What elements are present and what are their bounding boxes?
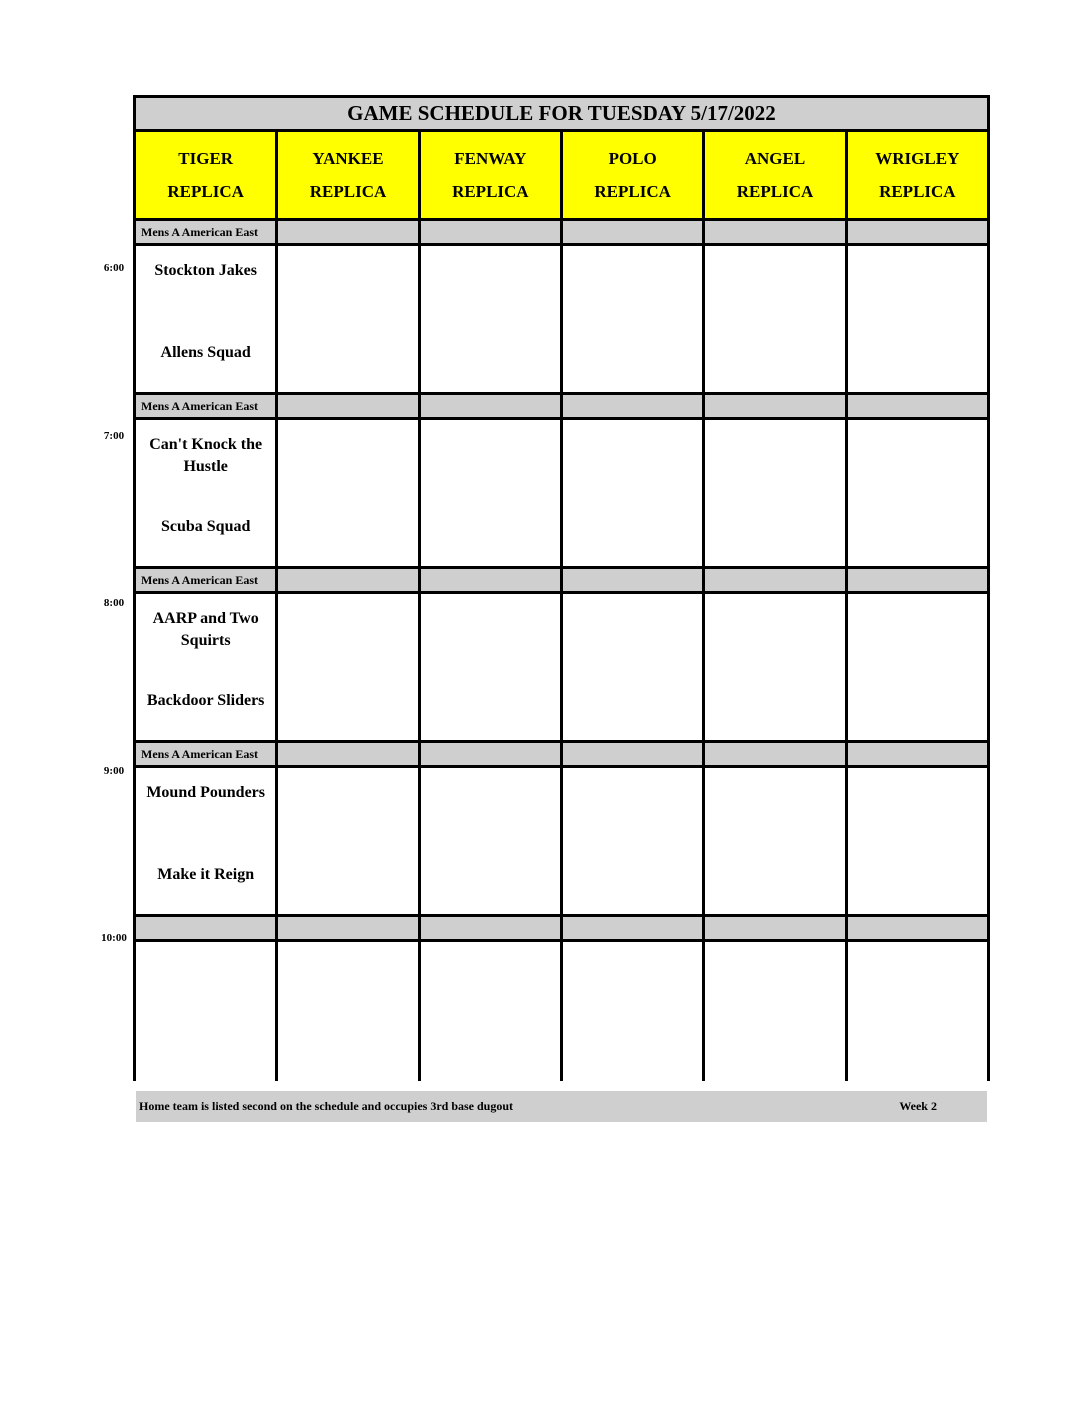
division-label — [848, 221, 987, 243]
away-team: Stockton Jakes — [154, 262, 257, 279]
field-subtitle: REPLICA — [736, 182, 814, 201]
home-team: Backdoor Sliders — [146, 692, 265, 709]
field-subtitle: REPLICA — [309, 182, 387, 201]
division-label — [278, 569, 417, 591]
game-cell — [136, 942, 275, 1088]
division-label — [421, 917, 560, 939]
division-label: Mens A American East — [136, 221, 275, 243]
game-cell — [278, 420, 417, 566]
game-cell — [563, 246, 702, 392]
division-label — [421, 395, 560, 417]
game-cell — [278, 942, 417, 1088]
field-name: ANGEL — [744, 149, 806, 168]
division-label — [705, 569, 844, 591]
field-header-fenway — [421, 132, 560, 218]
game-cell — [278, 246, 417, 392]
division-label — [563, 395, 702, 417]
game-cell — [563, 768, 702, 914]
game-cell — [563, 420, 702, 566]
game-cell — [136, 594, 275, 740]
game-cell — [848, 594, 987, 740]
field-subtitle: REPLICA — [594, 182, 671, 201]
game-cell — [421, 594, 560, 740]
division-label — [278, 917, 417, 939]
game-cell — [705, 768, 844, 914]
game-cell — [848, 420, 987, 566]
game-cell — [705, 420, 844, 566]
schedule-footer — [136, 1091, 987, 1122]
game-cell — [136, 420, 275, 566]
game-cell — [136, 768, 275, 914]
division-label — [136, 917, 275, 939]
division-label — [705, 743, 844, 765]
field-name: YANKEE — [312, 149, 384, 168]
division-label — [563, 569, 702, 591]
division-label — [421, 569, 560, 591]
field-header-tiger — [136, 132, 275, 218]
field-name: POLO — [608, 149, 657, 168]
field-name: WRIGLEY — [875, 149, 960, 168]
division-label: Mens A American East — [136, 743, 275, 765]
division-label — [848, 743, 987, 765]
home-team: Allens Squad — [160, 344, 251, 361]
field-subtitle: REPLICA — [167, 182, 244, 201]
division-label: Mens A American East — [136, 569, 275, 591]
division-label — [278, 221, 417, 243]
time-label: 7:00 — [103, 430, 125, 442]
away-team: AARP and Two Squirts — [152, 610, 259, 649]
division-label — [848, 569, 987, 591]
division-label — [421, 221, 560, 243]
field-name: FENWAY — [454, 149, 527, 168]
game-cell — [421, 942, 560, 1088]
division-label — [705, 395, 844, 417]
game-cell — [848, 768, 987, 914]
game-cell — [421, 246, 560, 392]
game-cell — [705, 594, 844, 740]
field-header-yankee — [278, 132, 417, 218]
schedule-title: GAME SCHEDULE FOR TUESDAY 5/17/2022 — [136, 98, 987, 129]
game-cell — [563, 594, 702, 740]
game-cell — [563, 942, 702, 1088]
game-cell — [136, 246, 275, 392]
field-name: TIGER — [178, 149, 234, 168]
home-team: Make it Reign — [157, 866, 255, 883]
game-cell — [705, 246, 844, 392]
field-header-wrigley — [848, 132, 987, 218]
division-label — [563, 917, 702, 939]
game-cell — [421, 768, 560, 914]
field-header-polo — [563, 132, 702, 218]
game-cell — [848, 942, 987, 1088]
away-team: Can't Knock the Hustle — [149, 436, 263, 475]
field-subtitle: REPLICA — [879, 182, 956, 201]
away-team: Mound Pounders — [146, 784, 266, 801]
game-cell — [848, 246, 987, 392]
schedule-table — [133, 95, 990, 1113]
division-label — [563, 743, 702, 765]
time-label: 8:00 — [103, 597, 125, 609]
field-subtitle: REPLICA — [452, 182, 529, 201]
division-label — [278, 395, 417, 417]
division-label — [848, 395, 987, 417]
week-label: Week 2 — [899, 1099, 937, 1113]
game-cell — [705, 942, 844, 1088]
division-label — [705, 221, 844, 243]
division-label — [278, 743, 417, 765]
time-label: 10:00 — [101, 932, 127, 944]
field-header-angel — [705, 132, 844, 218]
division-label — [848, 917, 987, 939]
game-cell — [278, 768, 417, 914]
game-cell — [421, 420, 560, 566]
division-label — [705, 917, 844, 939]
game-cell — [278, 594, 417, 740]
division-label — [563, 221, 702, 243]
division-label: Mens A American East — [136, 395, 275, 417]
time-label: 6:00 — [103, 262, 125, 274]
footer-note: Home team is listed second on the schedule and occupies 3rd base dugout — [139, 1099, 514, 1113]
time-label: 9:00 — [103, 765, 125, 777]
division-label — [421, 743, 560, 765]
home-team: Scuba Squad — [160, 518, 251, 535]
